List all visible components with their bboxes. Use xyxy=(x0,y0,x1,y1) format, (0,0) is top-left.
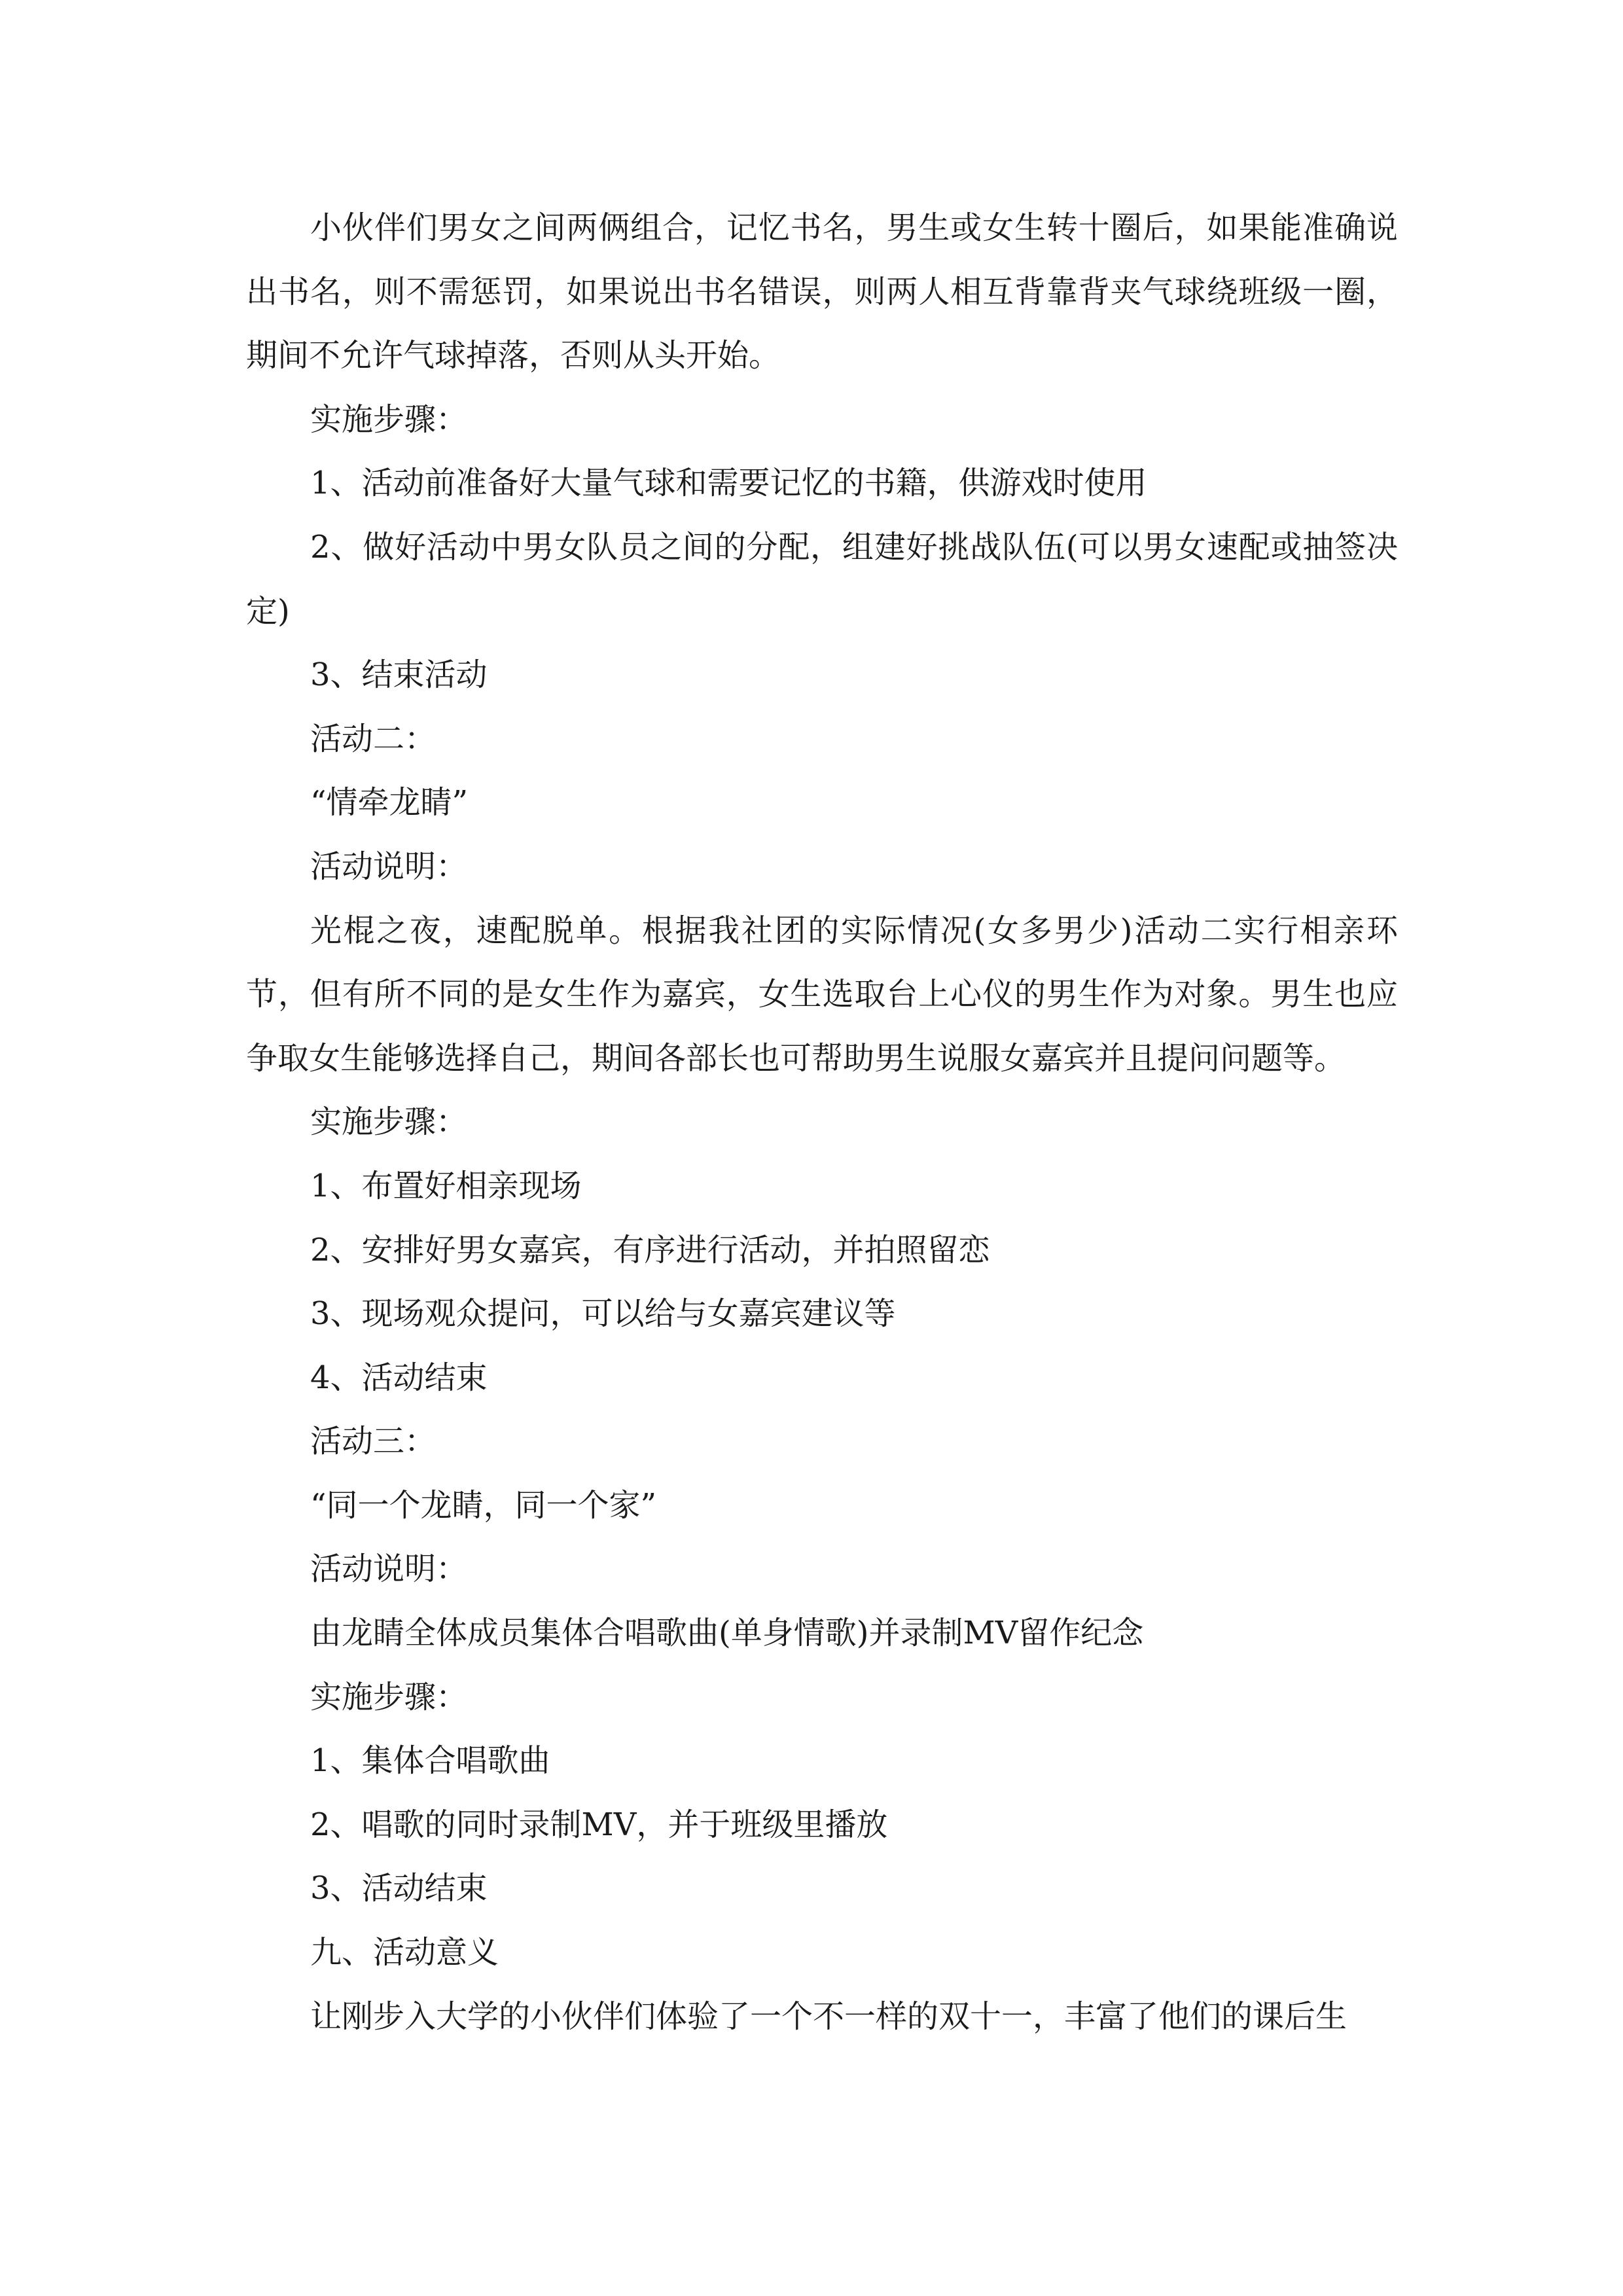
heading-steps-3: 实施步骤： xyxy=(310,1678,468,1715)
step-1-2: 2、做好活动中男女队员之间的分配，组建好挑战队伍(可以男女速配或抽签决定) xyxy=(246,528,1398,630)
paragraph-significance: 让刚步入大学的小伙伴们体验了一个不一样的双十一，丰富了他们的课后生 xyxy=(310,1998,1347,2035)
heading-description-3: 活动说明： xyxy=(310,1551,468,1588)
heading-significance: 九、活动意义 xyxy=(310,1934,499,1971)
step-2-3: 3、现场观众提问，可以给与女嘉宾建议等 xyxy=(310,1295,896,1333)
step-2-4: 4、活动结束 xyxy=(310,1359,488,1396)
step-3-2: 2、唱歌的同时录制MV，并于班级里播放 xyxy=(310,1806,888,1843)
step-2-2: 2、安排好男女嘉宾，有序进行活动，并拍照留恋 xyxy=(310,1231,990,1268)
step-1-1: 1、活动前准备好大量气球和需要记忆的书籍，供游戏时使用 xyxy=(310,465,1147,502)
heading-description-2: 活动说明： xyxy=(310,848,468,885)
step-3-1: 1、集体合唱歌曲 xyxy=(310,1742,550,1780)
heading-steps-2: 实施步骤： xyxy=(310,1103,468,1141)
heading-activity-2: 活动二： xyxy=(310,720,437,757)
paragraph-game-rules: 小伙伴们男女之间两俩组合，记忆书名，男生或女生转十圈后，如果能准确说出书名，则不需惩罚，如果说出书名错误，则两人相互背靠背夹气球绕班级一圈，期间不允许气球掉落，否则从头开始。 xyxy=(246,209,1398,374)
heading-steps-1: 实施步骤： xyxy=(310,401,468,438)
paragraph-activity-2-description: 光棍之夜，速配脱单。根据我社团的实际情况(女多男少)活动二实行相亲环节，但有所不同的是女生作为嘉宾，女生选取台上心仪的男生作为对象。男生也应争取女生能够选择自己，期间各部长也可帮助男生说服女嘉宾并且提问问题等。 xyxy=(246,912,1398,1077)
step-1-3: 3、结束活动 xyxy=(310,656,488,694)
activity-3-title: “同一个龙睛，同一个家” xyxy=(310,1486,657,1524)
document-body xyxy=(246,196,1398,2049)
paragraph-activity-3-description: 由龙睛全体成员集体合唱歌曲(单身情歌)并录制MV留作纪念 xyxy=(310,1615,1144,1652)
heading-activity-3: 活动三： xyxy=(310,1423,437,1460)
step-2-1: 1、布置好相亲现场 xyxy=(310,1167,582,1204)
step-3-3: 3、活动结束 xyxy=(310,1870,488,1907)
activity-2-title: “情牵龙睛” xyxy=(310,784,469,821)
